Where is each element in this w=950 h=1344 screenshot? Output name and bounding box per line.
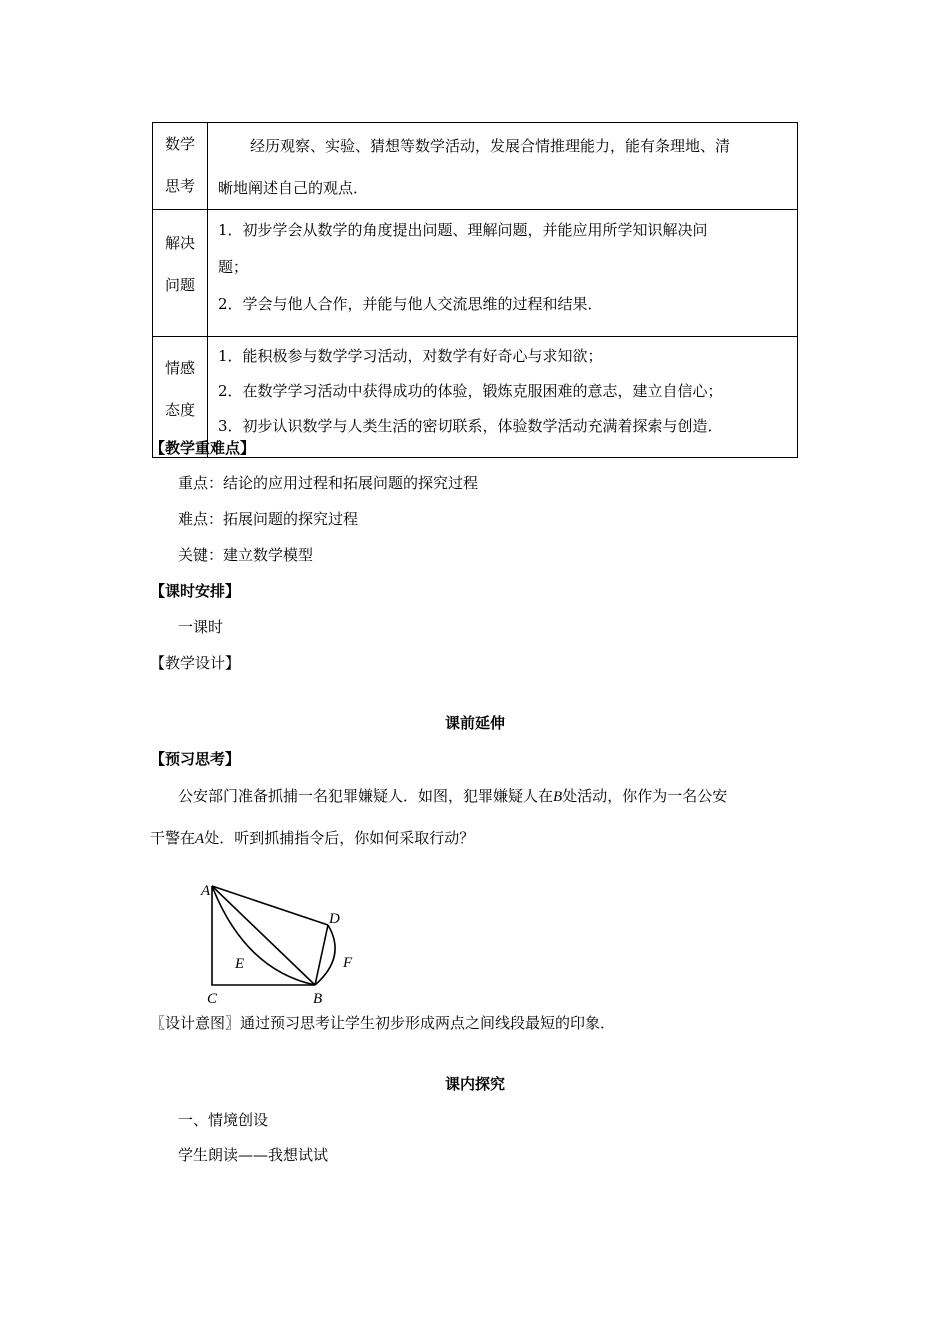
objectives-table [152, 122, 798, 458]
label-e: E [235, 956, 245, 972]
schedule-heading: 【课时安排】 [150, 582, 241, 600]
reading-text: 学生朗读——我想试试 [178, 1146, 329, 1164]
table-row [153, 210, 798, 337]
segment-db [315, 925, 328, 985]
focus-text: 重点：结论的应用过程和拓展问题的探究过程 [178, 474, 479, 492]
label-c: C [207, 991, 218, 1007]
design-heading: 【教学设计】 [150, 654, 241, 672]
route-figure [195, 875, 365, 1010]
key-text: 关键：建立数学模型 [178, 546, 314, 564]
row-content: 1．初步学会从数学的角度提出问题、理解问题，并能应用所学知识解决问 题； 2．学会与他人合作，并能与他人交流思维的过程和结果． [208, 210, 798, 337]
difficulty-text: 难点：拓展问题的探究过程 [178, 510, 359, 528]
section-heading: 一、情境创设 [178, 1111, 269, 1129]
label-a: A [201, 883, 211, 899]
design-intent: 〖设计意图〗通过预习思考让学生初步形成两点之间线段最短的印象． [150, 1014, 616, 1032]
in-class-title: 课内探究 [444, 1075, 505, 1093]
row-label: 数学 思考 [153, 123, 208, 210]
problem-line-1: 公安部门准备抓捕一名犯罪嫌疑人．如图，犯罪嫌疑人在B处活动，你作为一名公安 [178, 787, 728, 805]
pre-class-title: 课前延伸 [444, 714, 505, 732]
key-points-heading: 【教学重难点】 [150, 439, 256, 457]
preview-heading: 【预习思考】 [150, 750, 241, 768]
row-content: 经历观察、实验、猜想等数学活动，发展合情推理能力，能有条理地、清 晰地阐述自己的观点． [208, 123, 798, 210]
problem-line-2: 干警在A处．听到抓捕指令后，你如何采取行动？ [150, 829, 475, 847]
row-label: 解决 问题 [153, 210, 208, 337]
label-b: B [313, 991, 323, 1007]
label-d: D [329, 911, 340, 927]
schedule-value: 一课时 [178, 618, 224, 636]
table-row [153, 123, 798, 210]
segment-ab [212, 886, 315, 985]
segment-ad [212, 886, 328, 925]
arc-dfb [315, 925, 335, 985]
label-f: F [343, 955, 353, 971]
row-label: 情感 态度 [153, 337, 208, 458]
row-content: 1．能积极参与数学学习活动，对数学有好奇心与求知欲； 2．在数学学习活动中获得成功的体验，锻炼克服困难的意志，建立自信心； 3．初步认识数学与人类生活的密切联系，体验数学活动充满着探索与创造． [208, 337, 798, 458]
